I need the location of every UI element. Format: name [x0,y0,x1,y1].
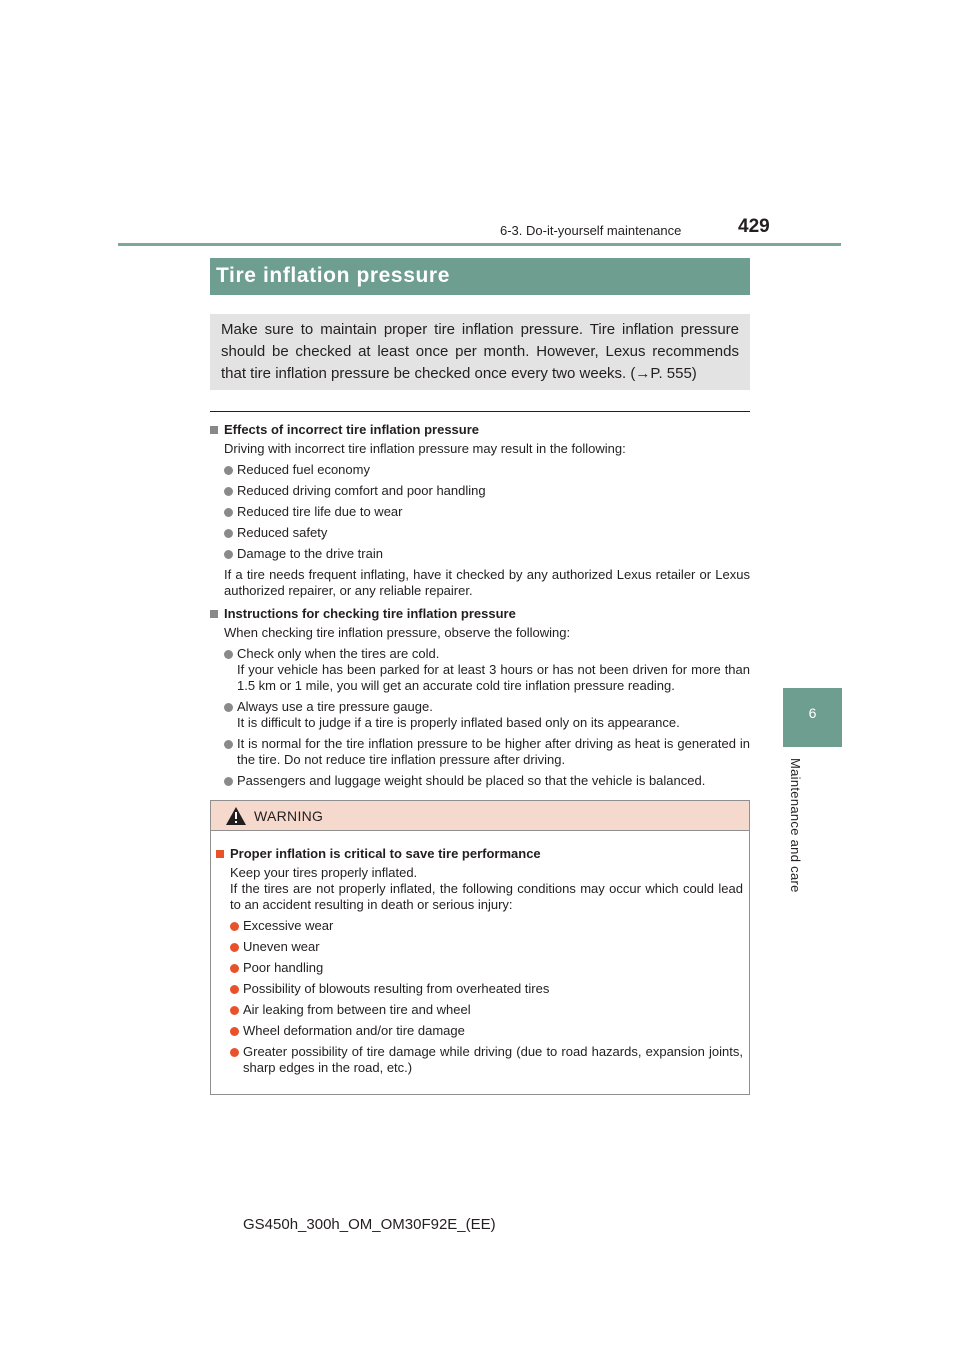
chapter-tab[interactable] [783,688,842,747]
circle-bullet-icon [230,964,239,973]
warning-heading: Proper inflation is critical to save tire performance [216,844,743,865]
list-item: Passengers and luggage weight should be placed so that the vehicle is balanced. [210,773,750,789]
list-item: Air leaking from between tire and wheel [216,1002,743,1018]
circle-bullet-icon [224,777,233,786]
section-heading: Effects of incorrect tire inflation pressure [210,420,750,441]
section-heading: Instructions for checking tire inflation pressure [210,604,750,625]
document-id-footer: GS450h_300h_OM_OM30F92E_(EE) [243,1216,496,1233]
list-item: Always use a tire pressure gauge. It is difficult to judge if a tire is properly inflated based only on its appearance. [210,699,750,731]
list-item: Damage to the drive train [210,546,750,562]
circle-bullet-icon [224,740,233,749]
circle-bullet-icon [230,985,239,994]
section-title: 6-3. Do-it-yourself maintenance [500,223,682,238]
circle-bullet-icon [224,529,233,538]
square-bullet-icon [210,426,218,434]
list-item: Reduced fuel economy [210,462,750,478]
circle-bullet-icon [224,487,233,496]
chapter-number: 6 [808,705,817,721]
section-intro: When checking tire inflation pressure, observe the following: [224,625,571,640]
circle-bullet-icon [230,1048,239,1057]
intro-box: Make sure to maintain proper tire inflation pressure. Tire inflation pressure should be checked at least once per month. However, Lexus recommends that tire inflation pressure be checked once every two weeks. (→P. 555) [210,314,750,390]
list-item: Possibility of blowouts resulting from overheated tires [216,981,743,997]
page-number: 429 [738,216,770,237]
header-rule [118,243,841,246]
list-item: Uneven wear [216,939,743,955]
list-item: Wheel deformation and/or tire damage [216,1023,743,1039]
chapter-label: Maintenance and care [788,758,803,893]
list-item: Greater possibility of tire damage while driving (due to road hazards, expansion joints, sharp edges in the road, etc.) [216,1044,743,1076]
circle-bullet-icon [224,508,233,517]
list-item: Reduced safety [210,525,750,541]
square-bullet-icon [210,610,218,618]
list-item: Reduced driving comfort and poor handling [210,483,750,499]
list-item: Reduced tire life due to wear [210,504,750,520]
warning-triangle-icon [225,806,247,826]
circle-bullet-icon [224,703,233,712]
circle-bullet-icon [230,1027,239,1036]
list-item: Check only when the tires are cold. If your vehicle has been parked for at least 3 hours or has not been driven for more than 1.5 km or 1 mile, you will get an accurate cold tire inflation pressure reading. [210,646,750,694]
section-intro: Driving with incorrect tire inflation pressure may result in the following: [224,441,626,456]
main-content [210,420,750,794]
list-item: Excessive wear [216,918,743,934]
list-item: Poor handling [216,960,743,976]
circle-bullet-icon [224,650,233,659]
warning-header [211,801,749,831]
square-bullet-icon [216,850,224,858]
warning-text: Keep your tires properly inflated. If the tires are not properly inflated, the following conditions may occur which could lead to an accident resulting in death or serious injury: [230,865,743,912]
circle-bullet-icon [230,1006,239,1015]
section-note: If a tire needs frequent inflating, have it checked by any authorized Lexus retailer or Lexus authorized repairer, or any reliable repairer. [224,567,750,598]
warning-box [210,800,750,1095]
warning-label: WARNING [254,808,324,824]
circle-bullet-icon [230,943,239,952]
page-title-bar [210,258,750,295]
warning-body [211,831,749,1076]
circle-bullet-icon [230,922,239,931]
circle-bullet-icon [224,550,233,559]
divider [210,411,750,412]
page-title: Tire inflation pressure [216,264,450,287]
list-item: It is normal for the tire inflation pressure to be higher after driving as heat is generated in the tire. Do not reduce tire inflation pressure after driving. [210,736,750,768]
circle-bullet-icon [224,466,233,475]
